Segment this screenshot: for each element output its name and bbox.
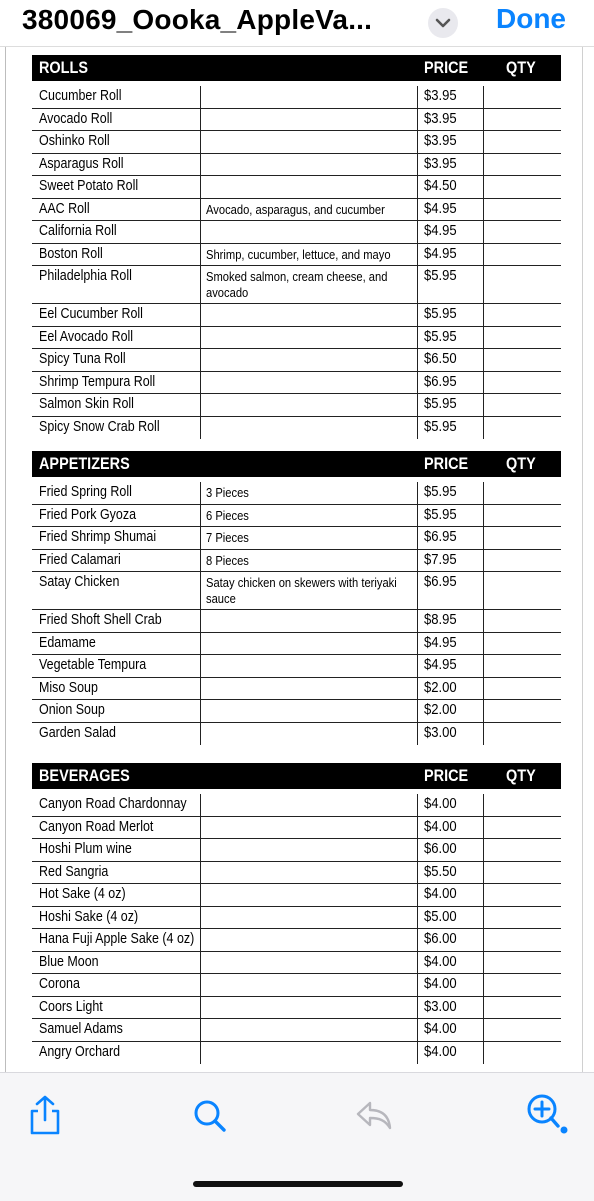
title-bar	[0, 0, 594, 46]
item-price: $3.00	[424, 724, 457, 741]
item-price: $4.00	[424, 1043, 457, 1060]
table-row	[32, 327, 561, 350]
item-price: $5.95	[424, 484, 457, 500]
item-name: Sweet Potato Roll	[39, 178, 139, 194]
item-name: Philadelphia Roll	[39, 268, 132, 284]
section-header	[32, 763, 561, 789]
item-price: $6.95	[424, 529, 457, 545]
item-price: $4.95	[424, 200, 457, 217]
table-row	[32, 862, 561, 885]
qty-column-header: QTY	[506, 58, 536, 77]
item-name: Fried Shrimp Shumai	[39, 529, 157, 545]
share-icon	[25, 1093, 65, 1137]
item-name: Avocado Roll	[39, 110, 113, 127]
item-price: $4.00	[424, 818, 457, 835]
share-button[interactable]	[25, 1093, 65, 1137]
item-name: Eel Cucumber Roll	[39, 306, 143, 322]
item-price: $4.95	[424, 223, 457, 239]
qty-column-header: QTY	[506, 454, 536, 473]
item-price: $3.95	[424, 88, 457, 104]
done-button[interactable]: Done	[496, 3, 566, 34]
item-name: Coors Light	[39, 998, 103, 1015]
table-row	[32, 154, 561, 177]
item-description: Avocado, asparagus, and cucumber	[206, 201, 385, 217]
table-row	[32, 372, 561, 395]
table-row	[32, 550, 561, 573]
table-row	[32, 723, 561, 746]
item-name: Edamame	[39, 634, 96, 651]
item-price: $8.95	[424, 612, 457, 628]
section-title: ROLLS	[39, 58, 88, 77]
item-price: $4.00	[424, 886, 457, 902]
table-row	[32, 952, 561, 975]
table-row	[32, 997, 561, 1020]
item-description: 7 Pieces	[206, 530, 249, 545]
item-price: $5.95	[424, 306, 457, 322]
section-header	[32, 451, 561, 477]
item-name: Hoshi Plum wine	[39, 841, 132, 857]
table-row	[32, 794, 561, 817]
item-price: $6.00	[424, 841, 457, 857]
item-price: $4.00	[424, 796, 457, 812]
table-row	[32, 700, 561, 723]
table-row	[32, 482, 561, 505]
markup-icon	[523, 1093, 569, 1137]
item-name: Spicy Tuna Roll	[39, 351, 126, 367]
item-price: $5.95	[424, 268, 457, 284]
price-column-header: PRICE	[424, 766, 469, 785]
table-row	[32, 86, 561, 109]
item-name: Hot Sake (4 oz)	[39, 886, 126, 902]
item-price: $5.95	[424, 418, 457, 435]
item-name: Angry Orchard	[39, 1043, 121, 1060]
section-title: BEVERAGES	[39, 766, 130, 785]
item-name: Onion Soup	[39, 702, 105, 718]
item-description: Satay chicken on skewers with teriyaki sauce	[206, 575, 397, 606]
item-price: $4.00	[424, 976, 457, 992]
reply-icon	[354, 1093, 394, 1137]
item-name: Blue Moon	[39, 953, 99, 970]
table-row	[32, 929, 561, 952]
table-row	[32, 678, 561, 701]
item-name: Oshinko Roll	[39, 133, 110, 149]
item-price: $7.95	[424, 551, 457, 568]
table-row	[32, 199, 561, 222]
table-row	[32, 221, 561, 244]
item-description: 8 Pieces	[206, 552, 249, 568]
table-row	[32, 839, 561, 862]
item-name: Canyon Road Chardonnay	[39, 796, 187, 812]
item-name: Hana Fuji Apple Sake (4 oz)	[39, 931, 195, 947]
page-edge	[582, 47, 583, 1073]
item-name: Salmon Skin Roll	[39, 396, 134, 412]
item-price: $4.00	[424, 1021, 457, 1037]
item-price: $6.00	[424, 931, 457, 947]
item-price: $4.95	[424, 245, 457, 262]
item-name: Eel Avocado Roll	[39, 328, 134, 345]
table-row	[32, 417, 561, 440]
item-price: $6.95	[424, 574, 457, 590]
chevron-down-icon	[428, 8, 458, 38]
search-button[interactable]	[190, 1093, 230, 1137]
item-name: Asparagus Roll	[39, 155, 124, 172]
item-name: Fried Spring Roll	[39, 484, 132, 500]
table-row	[32, 572, 561, 610]
item-name: Fried Pork Gyoza	[39, 506, 137, 523]
table-row	[32, 633, 561, 656]
item-price: $4.95	[424, 634, 457, 651]
item-price: $6.50	[424, 351, 457, 367]
item-name: Fried Shoft Shell Crab	[39, 612, 162, 628]
qty-column-header: QTY	[506, 766, 536, 785]
item-name: Hoshi Sake (4 oz)	[39, 908, 139, 925]
item-price: $3.95	[424, 155, 457, 172]
title-menu-button[interactable]	[428, 8, 458, 38]
table-row	[32, 505, 561, 528]
item-name: Satay Chicken	[39, 574, 120, 590]
document-page	[0, 46, 594, 1073]
item-name: Miso Soup	[39, 679, 98, 696]
section-header	[32, 55, 561, 81]
item-name: AAC Roll	[39, 200, 90, 217]
item-name: Shrimp Tempura Roll	[39, 373, 156, 390]
price-column-header: PRICE	[424, 454, 469, 473]
table-row	[32, 176, 561, 199]
item-description: 3 Pieces	[206, 485, 249, 500]
item-price: $3.95	[424, 133, 457, 149]
item-price: $3.00	[424, 998, 457, 1015]
item-table	[32, 86, 561, 439]
item-price: $4.50	[424, 178, 457, 194]
item-price: $4.95	[424, 657, 457, 673]
page-edge	[5, 47, 6, 1073]
item-price: $5.50	[424, 863, 457, 880]
table-row	[32, 394, 561, 417]
menu-section-rolls	[32, 55, 561, 439]
price-column-header: PRICE	[424, 58, 469, 77]
table-row	[32, 1042, 561, 1065]
item-name: Vegetable Tempura	[39, 657, 147, 673]
item-table	[32, 794, 561, 1064]
item-price: $2.00	[424, 679, 457, 696]
item-name: Spicy Snow Crab Roll	[39, 418, 160, 435]
menu-section-appetizers	[32, 451, 561, 745]
markup-button[interactable]	[523, 1093, 569, 1137]
menu-section-beverages	[32, 763, 561, 1064]
item-description: Smoked salmon, cream cheese, and avocado	[206, 269, 388, 300]
item-price: $2.00	[424, 702, 457, 718]
table-row	[32, 527, 561, 550]
item-name: Garden Salad	[39, 724, 116, 741]
home-indicator	[193, 1181, 403, 1187]
item-price: $5.00	[424, 908, 457, 925]
item-price: $6.95	[424, 373, 457, 390]
item-price: $5.95	[424, 396, 457, 412]
item-name: Canyon Road Merlot	[39, 818, 154, 835]
table-row	[32, 109, 561, 132]
item-description: Shrimp, cucumber, lettuce, and mayo	[206, 246, 391, 262]
item-name: Red Sangria	[39, 863, 109, 880]
item-price: $5.95	[424, 328, 457, 345]
table-row	[32, 817, 561, 840]
table-row	[32, 266, 561, 304]
table-row	[32, 244, 561, 267]
item-name: Cucumber Roll	[39, 88, 122, 104]
item-name: Samuel Adams	[39, 1021, 123, 1037]
table-row	[32, 610, 561, 633]
item-name: California Roll	[39, 223, 117, 239]
item-name: Fried Calamari	[39, 551, 121, 568]
table-row	[32, 655, 561, 678]
table-row	[32, 304, 561, 327]
table-row	[32, 907, 561, 930]
document-title[interactable]: 380069_Oooka_AppleVa...	[22, 4, 373, 35]
section-title: APPETIZERS	[39, 454, 130, 473]
table-row	[32, 1019, 561, 1042]
item-price: $3.95	[424, 110, 457, 127]
item-description: 6 Pieces	[206, 507, 249, 523]
item-name: Boston Roll	[39, 245, 103, 262]
item-price: $4.00	[424, 953, 457, 970]
table-row	[32, 349, 561, 372]
table-row	[32, 974, 561, 997]
reply-button[interactable]	[354, 1093, 394, 1137]
table-row	[32, 884, 561, 907]
table-row	[32, 131, 561, 154]
item-name: Corona	[39, 976, 80, 992]
item-price: $5.95	[424, 506, 457, 523]
item-table	[32, 482, 561, 745]
search-icon	[190, 1093, 230, 1137]
